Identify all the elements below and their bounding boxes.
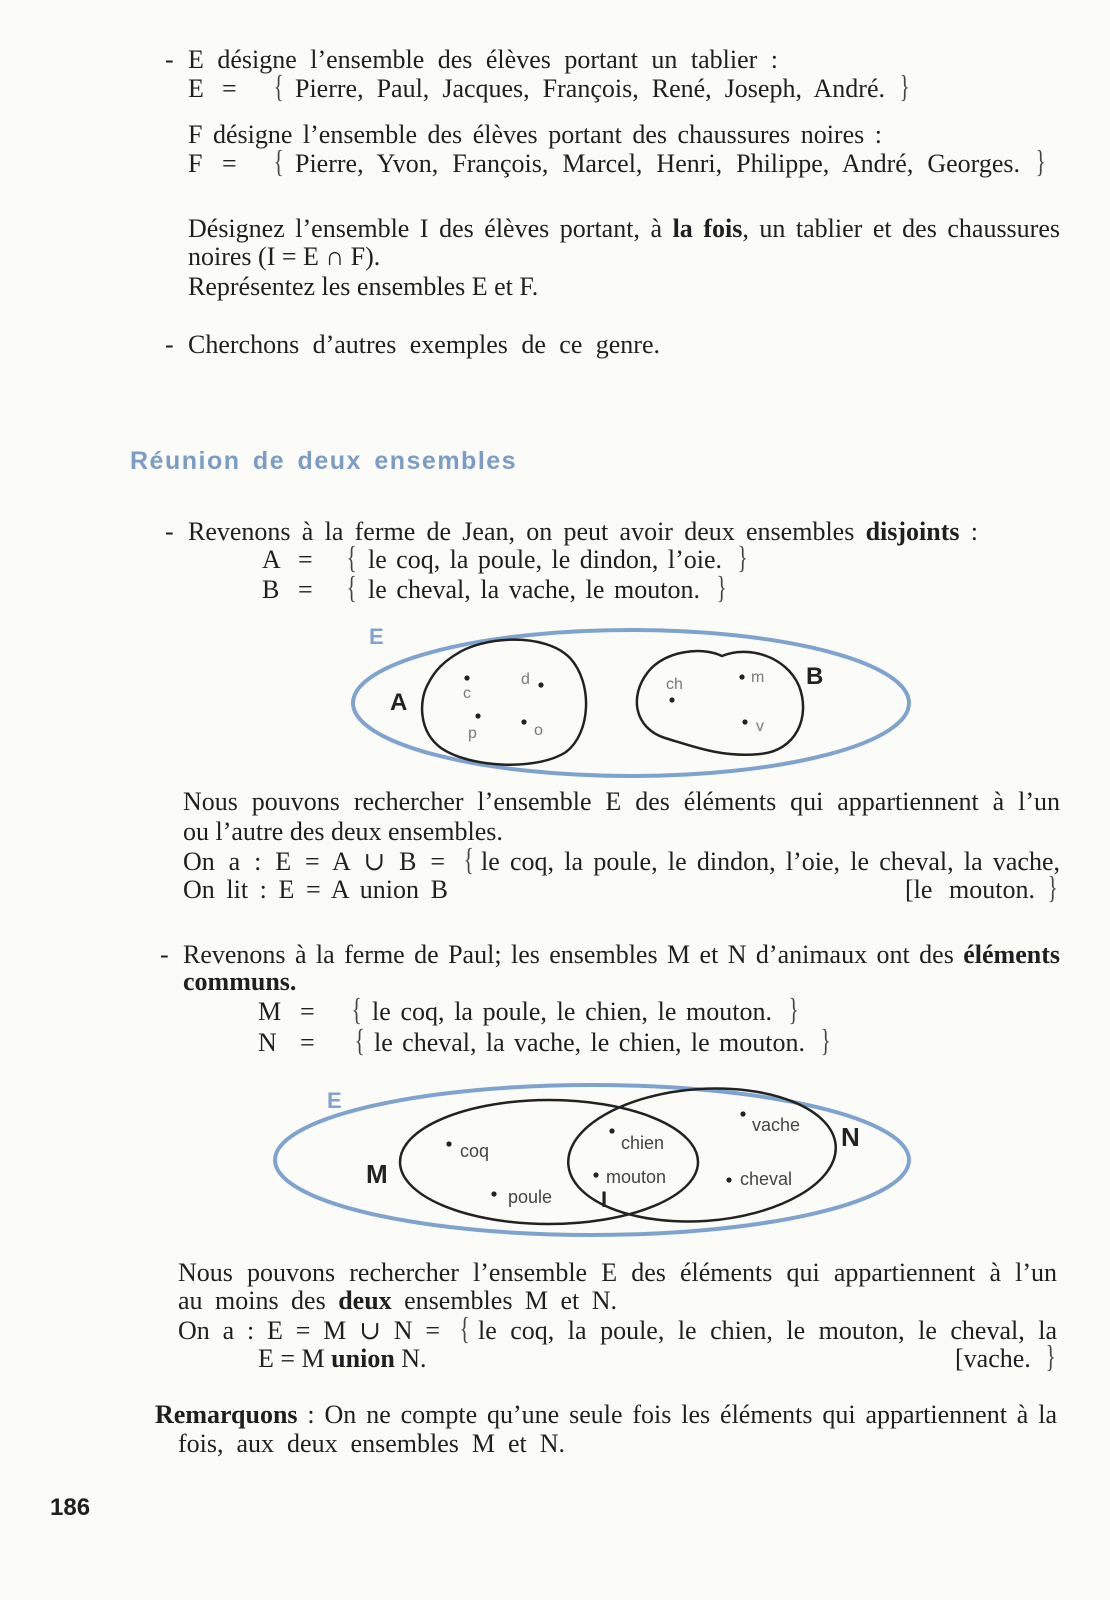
equals-sign: = [222,149,237,178]
union-formula-prefix: On a : E = M ∪ N = [178,1316,440,1345]
venn-diagram-overlapping [0,1075,1110,1245]
union-reading: On lit : E = A union B [183,875,448,904]
instruction-intersection [188,214,1060,244]
element-dot [739,674,744,679]
jean-farm-intro [188,517,978,547]
set-m-name: M [258,997,282,1026]
element-dot [475,713,480,718]
brace-open: { [463,842,474,879]
element-label: coq [460,1141,490,1161]
element-dot [593,1172,598,1177]
set-f-name: F [188,149,203,178]
intersection-label: I [601,1187,608,1212]
brace-open: { [346,540,357,577]
brace-close: } [737,540,748,577]
venn-diagram-disjoint [0,605,1110,790]
brace-close: } [899,69,910,106]
element-label: c [463,685,471,702]
brace-open: { [354,1023,365,1060]
brace-close: } [1045,1339,1056,1376]
element-label: m [751,669,765,686]
set-m-label: M [366,1159,388,1189]
brace-close: } [1035,144,1046,181]
instruction-text: Désignez l’ensemble I des élèves portant, à [188,214,673,243]
element-dot [521,719,526,724]
element-label: chien [621,1133,665,1153]
set-b-boundary [637,651,803,755]
list-dash: - [160,940,169,969]
universe-e-boundary [353,630,909,776]
equals-sign: = [300,1028,315,1057]
list-dash: - [165,45,174,74]
remark-text: : On ne compte qu’une seule fois les éléments qui appartiennent à la [297,1400,1057,1429]
element-dot [538,682,543,687]
equals-sign: = [298,545,313,574]
intro-text: Revenons à la ferme de Paul; les ensembles M et N d’animaux ont des [183,940,964,969]
element-dot [609,1128,614,1133]
list-dash: - [165,330,174,359]
set-e-members: Pierre, Paul, Jacques, François, René, Joseph, André. [295,74,885,103]
section-title: Réunion de deux ensembles [130,447,518,475]
union-members-end: [le mouton. [905,875,1035,904]
emphasis-elements: éléments [963,940,1060,969]
list-dash: - [165,517,174,546]
set-e-name: E [188,74,204,103]
element-label: o [534,722,543,739]
set-a-label: A [390,689,408,716]
element-label: cheval [740,1169,793,1189]
brace-close: } [716,570,727,607]
remark-text: fois, aux deux ensembles M et N. [178,1429,565,1458]
set-n-name: N [258,1028,277,1057]
reading-text: N. [394,1344,427,1373]
emphasis-disjoints: disjoints [865,517,960,546]
brace-open: { [346,570,357,607]
brace-open: { [273,69,284,106]
remark [155,1400,1057,1430]
element-label: ch [666,676,683,693]
element-dot [740,1111,745,1116]
union-explanation [178,1286,617,1316]
reading-text: E = M [258,1344,332,1373]
union-members: le coq, la poule, le dindon, l’oie, le cheval, la vache, [481,847,1060,876]
union-explanation: Nous pouvons rechercher l’ensemble E des éléments qui appartiennent à l’un [183,787,1060,816]
set-f-description: F désigne l’ensemble des élèves portant des chaussures noires : [188,120,882,149]
page-number: 186 [50,1494,91,1521]
element-label: d [521,671,530,688]
set-e-description: E désigne l’ensemble des élèves portant un tablier : [188,45,778,74]
element-dot [742,719,747,724]
element-dot [726,1177,731,1182]
universe-e-label: E [327,1088,342,1113]
set-a-name: A [262,545,281,574]
brace-open: { [273,144,284,181]
instruction-formula: noires (I = E ∩ F). [188,242,381,271]
element-dot [446,1141,451,1146]
equals-sign: = [300,997,315,1026]
union-explanation: ou l’autre des deux ensembles. [183,817,503,846]
set-b-name: B [262,575,280,604]
set-f-members: Pierre, Yvon, François, Marcel, Henri, Philippe, André, Georges. [295,149,1020,178]
intro-text: : [959,517,978,546]
element-label: poule [508,1187,553,1207]
element-label: p [468,725,477,742]
brace-close: } [820,1023,831,1060]
element-dot [669,697,674,702]
union-formula-prefix: On a : E = A ∪ B = [183,847,445,876]
set-n-label: N [841,1122,860,1152]
emphasis-la-fois: la fois [672,214,743,243]
element-label: v [756,718,764,735]
set-n-members: le cheval, la vache, le chien, le mouton. [374,1028,805,1057]
set-b-label: B [806,663,824,690]
union-explanation: Nous pouvons rechercher l’ensemble E des éléments qui appartiennent à l’un [178,1258,1057,1287]
equals-sign: = [222,74,237,103]
element-label: vache [752,1115,801,1135]
union-reading [258,1344,427,1374]
brace-open: { [459,1311,470,1348]
intro-text: Revenons à la ferme de Jean, on peut avoir deux ensembles [188,517,866,546]
explanation-text: au moins des [178,1286,339,1315]
set-m-members: le coq, la poule, le chien, le mouton. [372,997,772,1026]
equals-sign: = [298,575,313,604]
union-members: le coq, la poule, le chien, le mouton, le cheval, la [478,1316,1057,1345]
union-members-end: [vache. [955,1344,1031,1373]
emphasis-union: union [331,1344,395,1373]
universe-e-label: E [369,624,384,649]
set-a-members: le coq, la poule, le dindon, l’oie. [368,545,722,574]
explanation-text: ensembles M et N. [391,1286,618,1315]
brace-open: { [351,992,362,1029]
set-b-members: le cheval, la vache, le mouton. [368,575,700,604]
brace-close: } [1047,870,1058,907]
more-examples-text: Cherchons d’autres exemples de ce genre. [188,330,660,359]
emphasis-communs: communs. [183,967,297,996]
set-a-boundary [422,640,586,765]
element-label: mouton [606,1167,667,1187]
remark-label: Remarquons [155,1400,298,1429]
instruction-represent: Représentez les ensembles E et F. [188,272,539,301]
element-dot [464,675,469,680]
instruction-text: , un tablier et des chaussures [742,214,1060,243]
brace-close: } [788,992,799,1029]
emphasis-deux: deux [338,1286,392,1315]
element-dot [491,1191,496,1196]
paul-farm-intro [183,940,1060,970]
